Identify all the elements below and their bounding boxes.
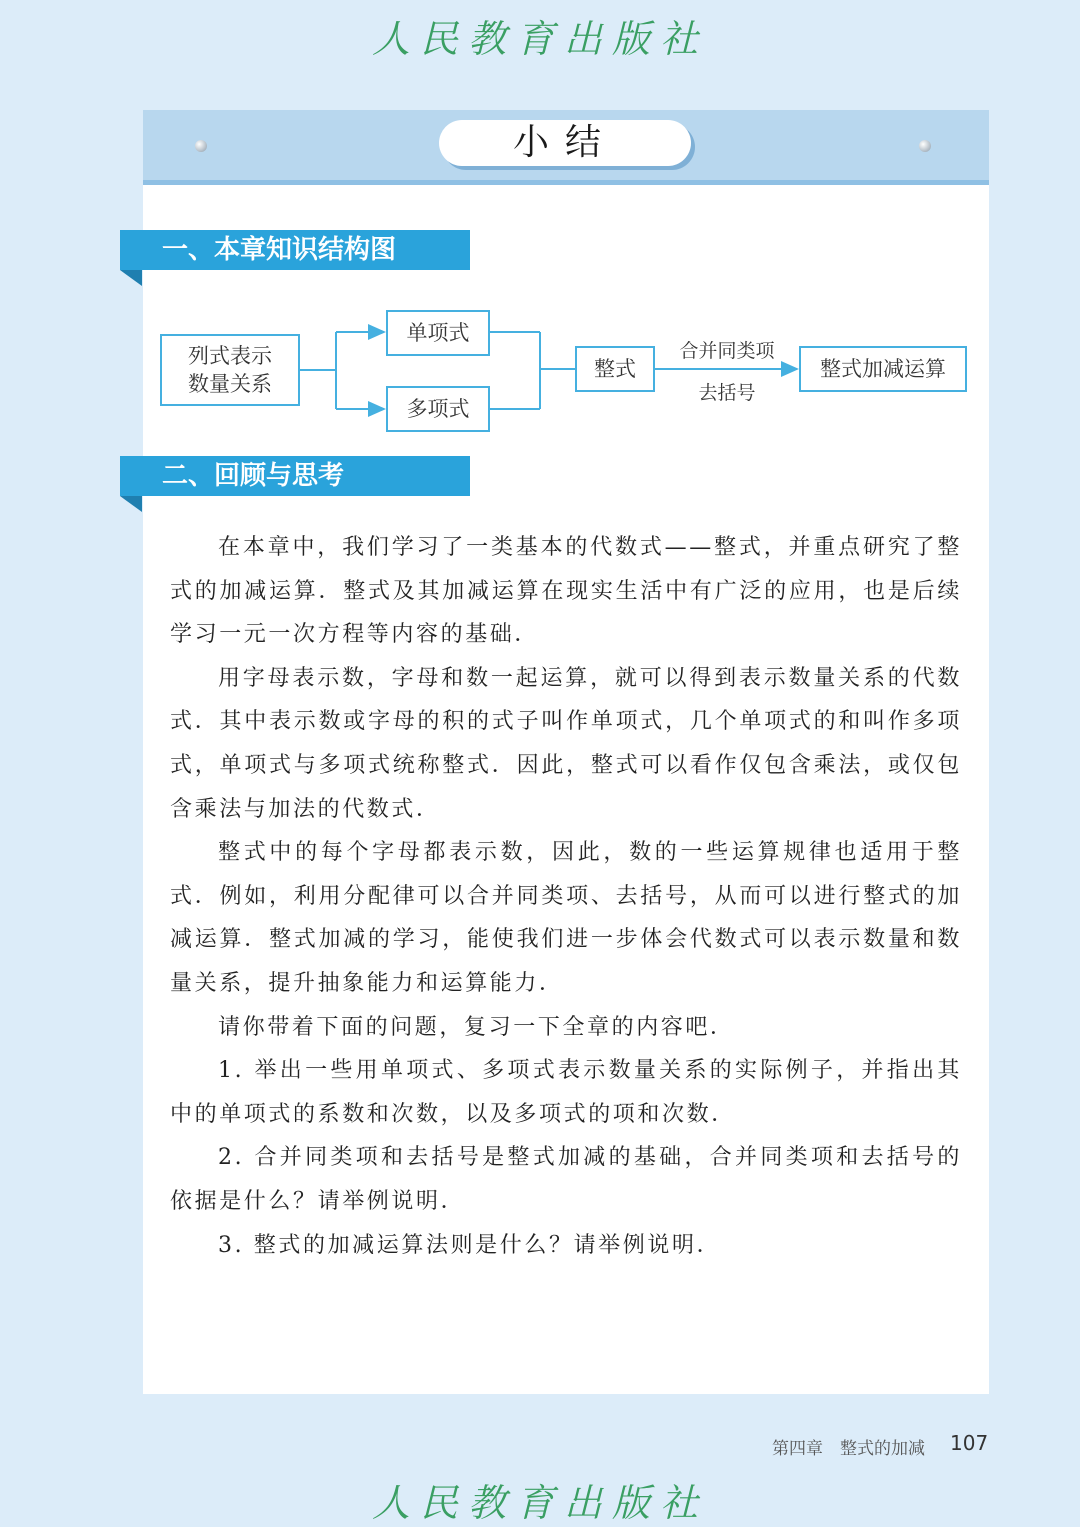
arrow-label-remove-brackets: 去括号 bbox=[698, 382, 756, 404]
node-expr-line1: 列式表示 bbox=[188, 344, 272, 368]
section-heading-structure: 一、本章知识结构图 bbox=[120, 230, 470, 270]
review-text bbox=[170, 526, 962, 1267]
chapter-footer: 第四章 整式的加减 bbox=[772, 1439, 925, 1459]
node-add-subtract-operations: 整式加减运算 bbox=[799, 346, 967, 392]
section-heading-review: 二、回顾与思考 bbox=[120, 456, 470, 496]
paragraph: 请你带着下面的问题，复习一下全章的内容吧． bbox=[218, 1014, 735, 1040]
node-polynomial: 多项式 bbox=[386, 386, 490, 432]
paragraph: 用字母表示数，字母和数一起运算，就可以得到表示数量关系的代数式．其中表示数或字母的积的式子叫作单项式，几个单项式的和叫作多项式，单项式与多项式统称整式．因此，整式可以看作仅包含乘法，或仅包含乘法与加法的代数式． bbox=[170, 665, 962, 822]
page-number: 107 bbox=[950, 1431, 989, 1455]
banner-rivet-right bbox=[919, 140, 931, 152]
arrow-label-combine-like-terms: 合并同类项 bbox=[679, 340, 775, 362]
banner-rivet-left bbox=[195, 140, 207, 152]
node-express-quantity-relations bbox=[160, 334, 300, 406]
paragraph: 在本章中，我们学习了一类基本的代数式——整式，并重点研究了整式的加减运算．整式及其加减运算在现实生活中有广泛的应用，也是后续学习一元一次方程等内容的基础． bbox=[170, 535, 962, 648]
node-monomial: 单项式 bbox=[386, 310, 490, 356]
node-expr-line2: 数量关系 bbox=[188, 372, 272, 396]
node-integral-expression: 整式 bbox=[575, 346, 655, 392]
paragraph: 整式中的每个字母都表示数，因此，数的一些运算规律也适用于整式．例如，利用分配律可以合并同类项、去括号，从而可以进行整式的加减运算．整式加减的学习，能使我们进一步体会代数式可以表示数量和数量关系，提升抽象能力和运算能力． bbox=[170, 840, 962, 996]
question-item: 3. 整式的加减运算法则是什么？请举例说明． bbox=[218, 1232, 722, 1258]
publisher-watermark-bottom: 人民教育出版社 bbox=[371, 1481, 708, 1525]
question-item: 2. 合并同类项和去括号是整式加减的基础，合并同类项和去括号的依据是什么？请举例说明． bbox=[170, 1145, 962, 1214]
title-banner bbox=[143, 110, 989, 185]
question-item: 1. 举出一些用单项式、多项式表示数量关系的实际例子，并指出其中的单项式的系数和次数，以及多项式的项和次数． bbox=[170, 1058, 962, 1127]
page-title: 小结 bbox=[439, 120, 691, 166]
publisher-watermark-top: 人民教育出版社 bbox=[371, 17, 708, 61]
